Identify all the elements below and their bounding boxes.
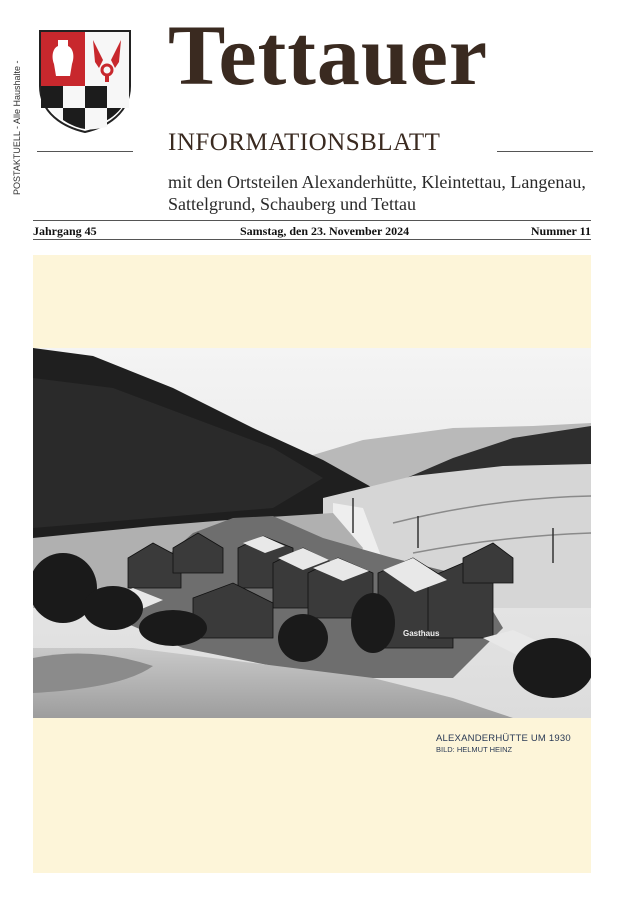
volume-label: Jahrgang 45 bbox=[33, 224, 97, 238]
photo-signage: Gasthaus bbox=[403, 629, 440, 638]
municipal-crest-icon bbox=[37, 28, 133, 134]
cover-photo bbox=[33, 348, 591, 718]
meta-rule-top bbox=[33, 220, 591, 221]
photo-credit: BILD: HELMUT HEINZ bbox=[436, 745, 513, 754]
masthead-districts: mit den Ortsteilen Alexanderhütte, Kleintettau, Langenau, Sattelgrund, Schauberg und Tettau bbox=[168, 172, 586, 214]
masthead-rule-left bbox=[37, 151, 133, 152]
issue-number: Nummer 11 bbox=[530, 224, 591, 238]
masthead-title: Tettauer bbox=[168, 7, 489, 103]
meta-rule-bottom bbox=[33, 239, 591, 240]
masthead-subtitle: INFORMATIONSBLATT bbox=[168, 129, 441, 156]
photo-caption-title: ALEXANDERHÜTTE UM 1930 bbox=[436, 733, 571, 744]
postal-note-text: POSTAKTUELL - Alle Haushalte - bbox=[12, 60, 22, 195]
issue-meta-bar bbox=[33, 222, 591, 237]
issue-date: Samstag, den 23. November 2024 bbox=[240, 224, 410, 238]
masthead-rule-right bbox=[497, 151, 593, 152]
photo-caption bbox=[436, 733, 571, 754]
postal-note bbox=[2, 50, 22, 200]
